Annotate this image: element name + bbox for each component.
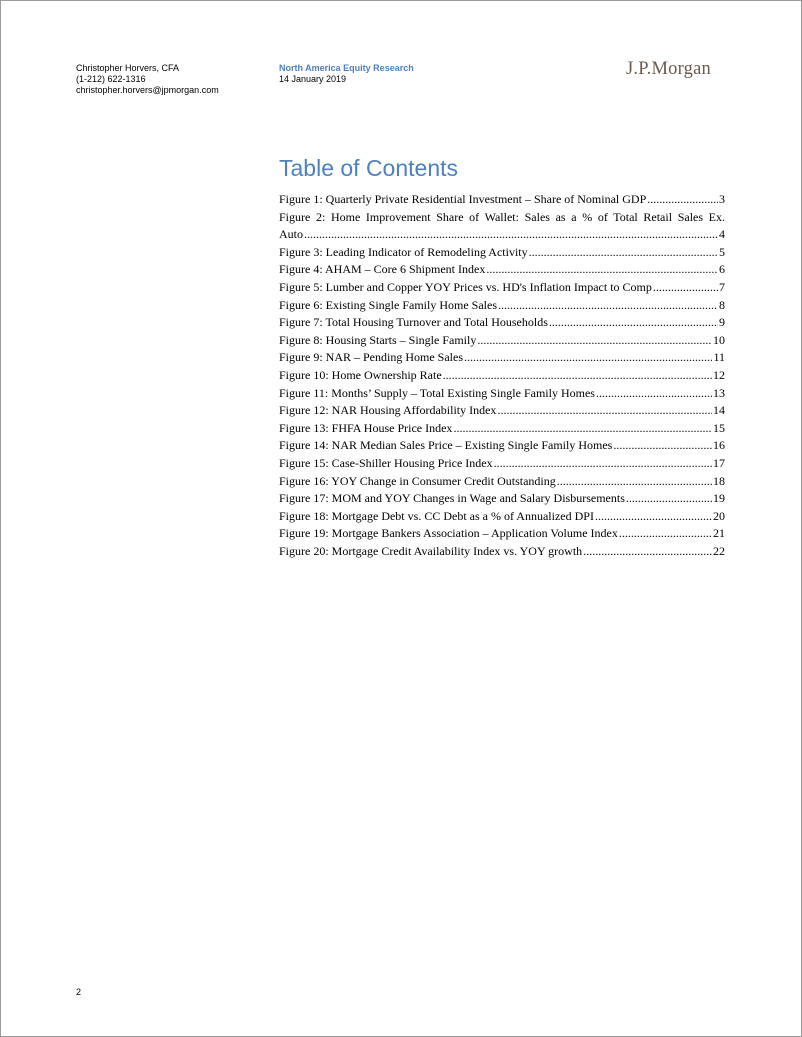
toc-entry-label: Figure 10: Home Ownership Rate xyxy=(279,367,442,382)
toc-entry-page: 6 xyxy=(719,262,725,277)
toc-entry[interactable] xyxy=(279,191,725,209)
toc-entry-page: 3 xyxy=(719,192,725,206)
toc-entry-label: Figure 6: Existing Single Family Home Sales xyxy=(279,297,497,312)
division-name: North America Equity Research xyxy=(279,63,414,73)
toc-entry[interactable] xyxy=(279,508,725,526)
toc-entry[interactable] xyxy=(279,473,725,491)
toc-entry-page: 19 xyxy=(713,491,725,506)
toc-entry-label: Auto xyxy=(279,227,303,242)
toc-entry-label-line1: Figure 2: Home Improvement Share of Wallet: Sales as a % of Total Retail Sales Ex. xyxy=(279,209,725,224)
toc-entry[interactable] xyxy=(279,525,725,543)
toc-entry[interactable] xyxy=(279,490,725,508)
author-block xyxy=(76,63,219,96)
toc-entry-page: 7 xyxy=(719,279,725,294)
report-date: 14 January 2019 xyxy=(279,74,347,84)
toc-entry-page: 20 xyxy=(713,508,725,523)
research-block xyxy=(279,63,414,85)
toc-entry[interactable] xyxy=(279,367,725,385)
toc-entry-label: Figure 14: NAR Median Sales Price – Existing Single Family Homes xyxy=(279,438,613,453)
toc-entry-page: 18 xyxy=(713,473,725,488)
toc-entry-label: Figure 17: MOM and YOY Changes in Wage and Salary Disbursements xyxy=(279,491,625,506)
toc-entry-label: Figure 1: Quarterly Private Residential Investment – Share of Nominal GDP xyxy=(279,192,647,206)
toc-entry[interactable] xyxy=(279,455,725,473)
toc-entry[interactable] xyxy=(279,332,725,350)
author-phone: (1-212) 622-1316 xyxy=(76,74,146,84)
toc-entry[interactable] xyxy=(279,349,725,367)
toc-entry[interactable] xyxy=(279,385,725,403)
toc-entry[interactable] xyxy=(279,279,725,297)
toc-entry-label: Figure 5: Lumber and Copper YOY Prices vs. HD's Inflation Impact to Comp xyxy=(279,279,652,294)
toc-entry-label: Figure 9: NAR – Pending Home Sales xyxy=(279,350,463,365)
toc-entry-label: Figure 11: Months’ Supply – Total Existing Single Family Homes xyxy=(279,385,595,400)
toc-entry-label: Figure 19: Mortgage Bankers Association – Application Volume Index xyxy=(279,526,618,541)
toc-entry-page: 8 xyxy=(719,297,725,312)
toc-entry[interactable] xyxy=(279,314,725,332)
toc-entry[interactable] xyxy=(279,402,725,420)
toc-entry-page: 4 xyxy=(719,227,725,242)
toc-entry-label: Figure 7: Total Housing Turnover and Total Households xyxy=(279,315,548,330)
toc-entry-label: Figure 20: Mortgage Credit Availability Index vs. YOY growth xyxy=(279,543,583,558)
toc-entry-label: Figure 13: FHFA House Price Index xyxy=(279,420,453,435)
page-number: 2 xyxy=(76,987,82,997)
toc-entry-page: 5 xyxy=(719,244,725,259)
toc-entry-label: Figure 3: Leading Indicator of Remodeling Activity xyxy=(279,244,528,259)
toc-entry[interactable] xyxy=(279,244,725,262)
toc-entry-page: 10 xyxy=(713,332,725,347)
toc-entry[interactable] xyxy=(279,420,725,438)
jpmorgan-logo: J.P.Morgan xyxy=(626,59,711,79)
author-name: Christopher Horvers, CFA xyxy=(76,63,180,73)
author-email[interactable]: christopher.horvers@jpmorgan.com xyxy=(76,85,219,95)
toc-entry-page: 15 xyxy=(713,420,725,435)
toc-entry-label: Figure 18: Mortgage Debt vs. CC Debt as a % of Annualized DPI xyxy=(279,508,594,523)
toc-entry-page: 9 xyxy=(719,315,725,330)
toc-entry-page: 17 xyxy=(713,455,725,470)
toc-entry-page: 13 xyxy=(713,385,725,400)
table-of-contents xyxy=(279,191,725,560)
toc-entry[interactable] xyxy=(279,297,725,315)
toc-entry[interactable] xyxy=(279,437,725,455)
toc-entry-page: 14 xyxy=(713,403,725,418)
toc-entry-label: Figure 8: Housing Starts – Single Family xyxy=(279,332,477,347)
toc-entry[interactable] xyxy=(279,543,725,561)
toc-entry[interactable] xyxy=(279,209,725,244)
toc-entry-label: Figure 16: YOY Change in Consumer Credit Outstanding xyxy=(279,473,556,488)
toc-entry[interactable] xyxy=(279,261,725,279)
toc-entry-label: Figure 4: AHAM – Core 6 Shipment Index xyxy=(279,262,486,277)
toc-entry-page: 22 xyxy=(713,543,725,558)
toc-entry-page: 12 xyxy=(713,367,725,382)
toc-entry-page: 21 xyxy=(713,526,725,541)
toc-entry-page: 11 xyxy=(713,350,725,365)
toc-entry-label: Figure 15: Case-Shiller Housing Price Index xyxy=(279,455,493,470)
toc-entry-page: 16 xyxy=(713,438,725,453)
toc-title: Table of Contents xyxy=(279,155,459,181)
toc-entry-label: Figure 12: NAR Housing Affordability Index xyxy=(279,403,497,418)
